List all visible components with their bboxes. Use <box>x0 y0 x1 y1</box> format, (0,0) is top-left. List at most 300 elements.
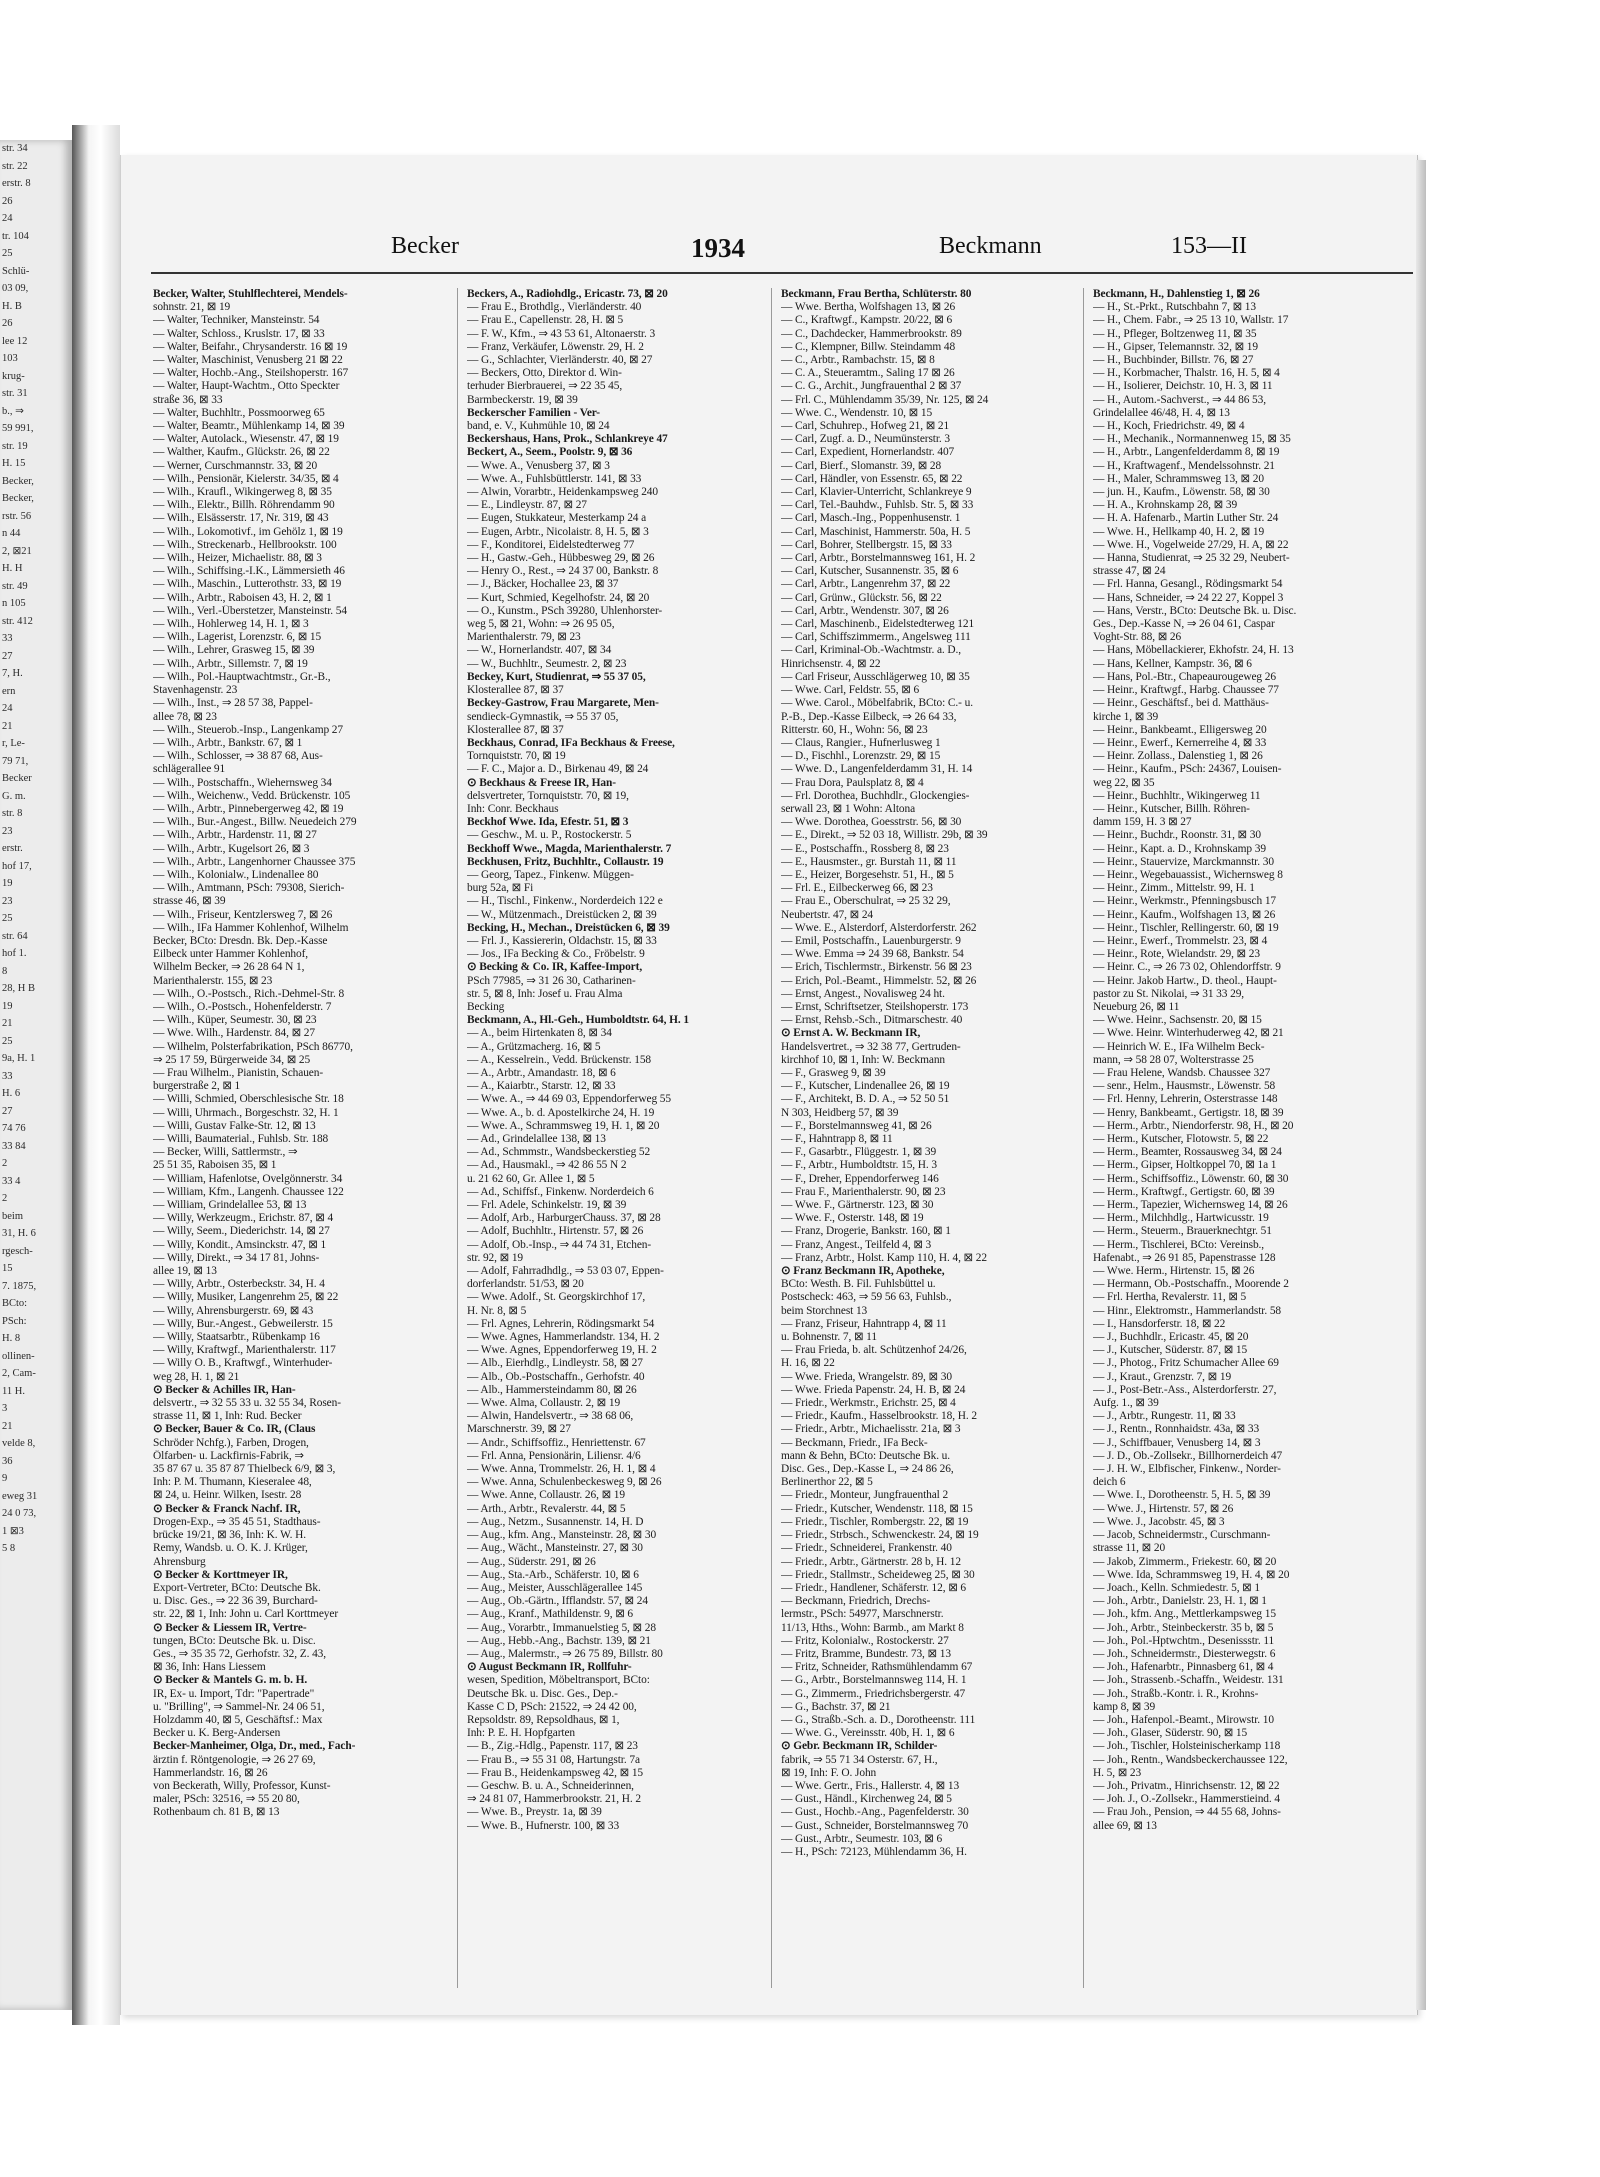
left-page-fragment: 25 <box>2 1035 13 1047</box>
directory-entry-line: — Alb., Ob.-Postschaffn., Gerhofstr. 40 <box>467 1370 645 1383</box>
directory-entry-line: Tornquiststr. 70, ⊠ 19 <box>467 750 566 763</box>
directory-entry-line: Ritterstr. 60, H., Wohn: 56, ⊠ 23 <box>781 723 928 736</box>
left-page-fragment: erstr. 8 <box>2 178 31 189</box>
directory-entry-line: — Walter, Buchhltr., Possmoorweg 65 <box>153 406 325 419</box>
directory-entry-line: — H. A., Krohnskamp 28, ⊠ 39 <box>1093 499 1238 512</box>
directory-entry-line: str. 5, ⊠ 8, Inh: Josef u. Frau Alma <box>467 987 623 1000</box>
directory-entry-line: Berlinerthor 22, ⊠ 5 <box>781 1476 873 1489</box>
directory-entry-line: — Wwe. E., Alsterdorf, Alsterdorferstr. 262 <box>781 921 977 934</box>
directory-entry-line: — Geschw., M. u. P., Rostockerstr. 5 <box>467 829 632 842</box>
directory-entry-line: — Heinr., Kapt. a. D., Krohnskamp 39 <box>1093 842 1266 855</box>
directory-entry-line: — Wilh., Friseur, Kentzlersweg 7, ⊠ 26 <box>153 908 333 921</box>
directory-entry-line: — Herm., Steuerm., Brauerknechtgr. 51 <box>1093 1225 1272 1238</box>
directory-entry-line: ⇒ 25 17 59, Bürgerweide 34, ⊠ 25 <box>153 1053 311 1066</box>
left-page-fragment: 1 ⊠3 <box>2 1525 24 1537</box>
directory-entry-line: — C., Arbtr., Rambachstr. 15, ⊠ 8 <box>781 354 935 367</box>
directory-entry-line: — Wilh., Bur.-Angest., Billw. Neuedeich 279 <box>153 816 357 829</box>
directory-entry-line: — Georg, Tapez., Finkenw. Müggen- <box>467 868 634 881</box>
directory-entry-line: — Wwe. Adolf., St. Georgskirchhof 17, <box>467 1291 646 1304</box>
directory-entry-line: — Alb., Hammersteindamm 80, ⊠ 26 <box>467 1383 637 1396</box>
directory-entry-line: — Wilh., Lehrer, Grasweg 15, ⊠ 39 <box>153 644 315 657</box>
directory-entry-line: — Henry O., Rest., ⇒ 24 37 00, Bankstr. 8 <box>467 565 659 578</box>
directory-entry-line: — J., Post-Betr.-Ass., Alsterdorferstr. 27, <box>1093 1383 1277 1396</box>
directory-entry-line: — Geschw. B. u. A., Schneiderinnen, <box>467 1779 634 1792</box>
directory-entry-line: — H., Koch, Friedrichstr. 49, ⊠ 4 <box>1093 420 1245 433</box>
directory-entry-line: Hinrichsenstr. 4, ⊠ 22 <box>781 657 881 670</box>
directory-entry-line: — H., Isolierer, Deichstr. 10, H. 3, ⊠ 11 <box>1093 380 1273 393</box>
directory-entry-line: — Heinr., Geschäftsf., bei d. Matthäus- <box>1093 697 1269 710</box>
directory-entry-line: — Willy O. B., Kraftwgf., Winterhuder- <box>153 1357 333 1370</box>
directory-entry-line: delsvertreter, Tornquiststr. 70, ⊠ 19, <box>467 789 629 802</box>
directory-entry-line: Remy, Wandsb. u. O. K. J. Krüger, <box>153 1542 308 1555</box>
directory-entry-line: terhuder Bierbrauerei, ⇒ 22 35 45, <box>467 380 623 393</box>
directory-entry-line: — Wwe. Anna, Trommelstr. 26, H. 1, ⊠ 4 <box>467 1463 656 1476</box>
left-page-fragment: 33 <box>2 633 13 644</box>
directory-entry-line: — Herm., Milchhdlg., Hartwicusstr. 19 <box>1093 1212 1269 1225</box>
directory-entry-line: — Beckmann, Friedrich, Drechs- <box>781 1595 931 1608</box>
directory-entry-line: — E., Lindleystr. 87, ⊠ 27 <box>467 499 587 512</box>
directory-entry-line: — Aug., Kranf., Mathildenstr. 9, ⊠ 6 <box>467 1608 634 1621</box>
directory-entry-line: — Wwe. Alma, Collaustr. 2, ⊠ 19 <box>467 1397 621 1410</box>
directory-entry-line: — William, Grindelallee 53, ⊠ 13 <box>153 1199 307 1212</box>
directory-entry-line: — Aug., Wächt., Mansteinstr. 27, ⊠ 30 <box>467 1542 643 1555</box>
directory-entry-line: — Wwe. Agnes, Eppendorferweg 19, H. 2 <box>467 1344 657 1357</box>
directory-entry-line: — Wwe. F., Gärtnerstr. 123, ⊠ 30 <box>781 1199 934 1212</box>
left-page-fragment: beim <box>2 1210 23 1222</box>
directory-entry-line: Klosterallee 87, ⊠ 37 <box>467 723 564 736</box>
left-page-fragment: ern <box>2 685 16 697</box>
directory-entry-line: — Herm., Beamter, Rossausweg 34, ⊠ 24 <box>1093 1146 1282 1159</box>
directory-entry-line: strasse 46, ⊠ 39 <box>153 895 226 908</box>
directory-entry-line: von Beckerath, Willy, Professor, Kunst- <box>153 1779 331 1792</box>
directory-entry-line: Beckhaus, Conrad, IFa Beckhaus & Freese, <box>467 736 675 749</box>
directory-entry-line: — Wwe. B., Hufnerstr. 100, ⊠ 33 <box>467 1819 620 1832</box>
directory-entry-line: — Adolf, Buchhltr., Hirtenstr. 57, ⊠ 26 <box>467 1225 644 1238</box>
directory-entry-line: Becking <box>467 1000 505 1013</box>
directory-entry-line: — Walter, Schloss., Kruslstr. 17, ⊠ 33 <box>153 327 325 340</box>
left-page-fragment: 11 H. <box>2 1385 25 1397</box>
left-page-fragment: 27 <box>2 1105 13 1117</box>
directory-entry-line: 35 87 67 u. 35 87 87 Thielbeck 6/9, ⊠ 3, <box>153 1463 336 1476</box>
directory-entry-line: — C., Dachdecker, Hammerbrookstr. 89 <box>781 327 962 340</box>
directory-entry-line: — Joh., Strassenb.-Schaffn., Weidestr. 131 <box>1093 1674 1284 1687</box>
directory-entry-line: mann, ⇒ 58 28 07, Wolterstrasse 25 <box>1093 1053 1254 1066</box>
directory-entry-line: ⊙ Beckhaus & Freese IR, Han- <box>467 776 616 789</box>
directory-entry-line: — Willy, Musiker, Langenrehm 25, ⊠ 22 <box>153 1291 339 1304</box>
directory-entry-line: — Wilh., Arbtr., Kugelsort 26, ⊠ 3 <box>153 842 310 855</box>
left-page-fragment: str. 34 <box>2 143 28 154</box>
directory-entry-line: — Heinr. Jakob Hartw., D. theol., Haupt- <box>1093 974 1277 987</box>
directory-entry-line: — Carl, Arbtr., Langenrehm 37, ⊠ 22 <box>781 578 951 591</box>
directory-entry-line: ⊠ 19, Inh: F. O. John <box>781 1766 877 1779</box>
directory-entry-line: — Wwe. Wilh., Hardenstr. 84, ⊠ 27 <box>153 1027 315 1040</box>
directory-entry-line: — Beckers, Otto, Direktor d. Win- <box>467 367 622 380</box>
left-page-fragment: G. m. <box>2 790 26 802</box>
directory-entry-line: — G., Arbtr., Borstelmannsweg 114, H. 1 <box>781 1674 967 1687</box>
directory-entry-line: — Wilh., Weichenw., Vedd. Brückenstr. 105 <box>153 789 351 802</box>
directory-entry-line: — Wwe. Bertha, Wolfshagen 13, ⊠ 26 <box>781 301 956 314</box>
directory-entry-line: — Joh., Tischler, Holsteinischerkamp 118 <box>1093 1740 1281 1753</box>
directory-entry-line: — Henry, Bankbeamt., Gertigstr. 18, ⊠ 39 <box>1093 1106 1284 1119</box>
directory-entry-line: kirchhof 10, ⊠ 1, Inh: W. Beckmann <box>781 1053 946 1066</box>
directory-entry-line: — Herm., Schiffsoffiz., Löwenstr. 60, ⊠ 30 <box>1093 1172 1289 1185</box>
directory-entry-line: Beckmann, H., Dahlenstieg 1, ⊠ 26 <box>1093 288 1260 300</box>
directory-entry-line: — Becker, Willi, Sattlermstr., ⇒ <box>153 1146 298 1159</box>
header-rule <box>151 272 1413 274</box>
directory-entry-line: ⊠ 24, u. Heinr. Wilken, Isestr. 28 <box>153 1489 302 1502</box>
directory-entry-line: straße 36, ⊠ 33 <box>153 393 223 406</box>
directory-entry-line: — William, Hafenlotse, Ovelgönnerstr. 34 <box>153 1172 343 1185</box>
left-page-fragment: 23 <box>2 895 13 907</box>
directory-entry-line: Becker, BCto: Dresdn. Bk. Dep.-Kasse <box>153 934 328 947</box>
column-divider <box>771 288 772 1988</box>
directory-entry-line: — Aug., kfm. Ang., Mansteinstr. 28, ⊠ 30 <box>467 1529 657 1542</box>
column-2 <box>467 288 757 1988</box>
directory-entry-line: — Wilh., Arbtr., Sillemstr. 7, ⊠ 19 <box>153 657 308 670</box>
directory-entry-line: — Friedr., Arbtr., Michaelisstr. 21a, ⊠ 3 <box>781 1423 961 1436</box>
left-page-fragment: 24 <box>2 213 13 224</box>
directory-entry-line: — A., Kaiarbtr., Starstr. 12, ⊠ 33 <box>467 1080 616 1093</box>
directory-entry-line: Aufg. 1., ⊠ 39 <box>1093 1397 1159 1410</box>
directory-entry-line: — A., Kesselrein., Vedd. Brückenstr. 158 <box>467 1053 652 1066</box>
directory-entry-line: — Joh., Arbtr., Steinbeckerstr. 35 b, ⊠ 5 <box>1093 1621 1274 1634</box>
directory-entry-line: — Jakob, Zimmerm., Friekestr. 60, ⊠ 20 <box>1093 1555 1277 1568</box>
directory-entry-line: P.-B., Dep.-Kasse Eilbeck, ⇒ 26 64 33, <box>781 710 957 723</box>
directory-entry-line: — Heinr., Kutscher, Billh. Röhren- <box>1093 802 1250 815</box>
directory-entry-line: — Carl, Schuhrep., Hofweg 21, ⊠ 21 <box>781 420 950 433</box>
directory-entry-line: — Wilh., Postschaffn., Wiehernsweg 34 <box>153 776 332 789</box>
directory-entry-line: — Friedr., Stallmstr., Scheideweg 25, ⊠ 30 <box>781 1568 975 1581</box>
directory-entry-line: — Wilh., Arbtr., Raboisen 43, H. 2, ⊠ 1 <box>153 591 332 604</box>
left-page-fragment: 03 09, <box>2 283 29 294</box>
directory-entry-line: damm 159, H. 3 ⊠ 27 <box>1093 816 1192 829</box>
directory-entry-line: — Willy, Staatsarbtr., Rübenkamp 16 <box>153 1331 320 1344</box>
directory-entry-line: — Willi, Schmied, Oberschlesische Str. 18 <box>153 1093 344 1106</box>
directory-entry-line: — Wwe. Frieda Papenstr. 24, H. B, ⊠ 24 <box>781 1383 966 1396</box>
header-page-number: 153—II <box>1171 233 1247 259</box>
directory-entry-line: — Joh., Schneidermstr., Diesterwegstr. 6 <box>1093 1647 1276 1660</box>
directory-entry-line: — Ernst, Schriftsetzer, Steilshoperstr. 173 <box>781 1000 969 1013</box>
directory-entry-line: ⊙ Becker, Bauer & Co. IR, (Claus <box>153 1423 316 1436</box>
directory-entry-line: Inh: Conr. Beckhaus <box>467 802 559 815</box>
directory-entry-line: — H., Kraftwagenf., Mendelssohnstr. 21 <box>1093 459 1275 472</box>
directory-entry-line: — Friedr., Tischler, Rombergstr. 22, ⊠ 19 <box>781 1515 969 1528</box>
directory-entry-line: — Gust., Hochb.-Ang., Pagenfelderstr. 30 <box>781 1806 969 1819</box>
left-page-fragment: H. 8 <box>2 1333 21 1344</box>
left-page-fragment: 25 <box>2 913 13 924</box>
directory-entry-line: — Wilh., Verl.-Überstetzer, Mansteinstr. 54 <box>153 604 347 617</box>
left-page-edge <box>0 140 72 2010</box>
directory-entry-line: — Gust., Händl., Kirchenweg 24, ⊠ 5 <box>781 1793 952 1806</box>
directory-entry-line: Disc. Ges., Dep.-Kasse L, ⇒ 24 86 26, <box>781 1463 954 1476</box>
directory-entry-line: allee 78, ⊠ 23 <box>153 710 217 723</box>
directory-entry-line: — Ad., Schiffsf., Finkenw. Norderdeich 6 <box>467 1185 654 1198</box>
directory-entry-line: Becking, H., Mechan., Dreistücken 6, ⊠ 39 <box>467 921 670 934</box>
directory-entry-line: Marienthalerstr. 155, ⊠ 23 <box>153 974 273 987</box>
directory-entry-line: — Jacob, Schneidermstr., Curschmann- <box>1093 1529 1271 1542</box>
directory-entry-line: — Heinr., Kaufm., PSch: 24367, Louisen- <box>1093 763 1282 776</box>
directory-entry-line: Holzdamm 40, ⊠ 5, Geschäftsf.: Max <box>153 1713 323 1726</box>
directory-entry-line: Postscheck: 463, ⇒ 59 56 63, Fuhlsb., <box>781 1291 952 1304</box>
directory-entry-line: — Wwe. Carol., Möbelfabrik, BCto: C.- u. <box>781 697 973 710</box>
directory-entry-line: Beckhof Wwe. Ida, Efestr. 51, ⊠ 3 <box>467 816 629 829</box>
directory-entry-line: Beckerscher Familien - Ver- <box>467 406 601 419</box>
directory-entry-line: — Willy, Ahrensburgerstr. 69, ⊠ 43 <box>153 1304 314 1317</box>
directory-entry-line: — Walter, Beifahr., Chrysanderstr. 16 ⊠ 19 <box>153 340 348 353</box>
directory-entry-line: — Frl. Adele, Schinkelstr. 19, ⊠ 39 <box>467 1199 627 1212</box>
directory-entry-line: — Wilh., Pol.-Hauptwachtmstr., Gr.-B., <box>153 670 331 683</box>
directory-entry-line: — Carl, Maschinenb., Eidelstedterweg 121 <box>781 618 975 631</box>
directory-entry-line: Stavenhagenstr. 23 <box>153 684 238 697</box>
directory-entry-line: — W., Buchhltr., Seumestr. 2, ⊠ 23 <box>467 657 627 670</box>
directory-entry-line: — Hans, Verstr., BCto: Deutsche Bk. u. Disc. <box>1093 604 1297 617</box>
left-page-fragment: 33 84 <box>2 1140 26 1152</box>
directory-entry-line: — Heinr., Bankbeamt., Elligersweg 20 <box>1093 723 1267 736</box>
directory-entry-line: — J., Buchhdlr., Ericastr. 45, ⊠ 20 <box>1093 1331 1249 1344</box>
directory-entry-line: IR, Ex- u. Import, Tdr: "Papertrade" <box>153 1687 315 1700</box>
directory-entry-line: ⊙ Franz Beckmann IR, Apotheke, <box>781 1265 945 1278</box>
left-page-fragment: H. H <box>2 563 23 574</box>
directory-entry-line: — Wwe. Agnes, Hammerlandstr. 134, H. 2 <box>467 1331 660 1344</box>
directory-entry-line: weg 28, H. 1, ⊠ 21 <box>153 1370 240 1383</box>
directory-entry-line: — Walter, Beamtr., Mühlenkamp 14, ⊠ 39 <box>153 420 345 433</box>
directory-entry-line: serwall 23, ⊠ 1 Wohn: Altona <box>781 802 916 815</box>
left-page-fragment: 21 <box>2 1018 13 1029</box>
left-page-fragment: 25 <box>2 248 13 259</box>
directory-entry-line: burg 52a, ⊠ Fi <box>467 882 534 895</box>
directory-entry-line: Deutsche Bk. u. Disc. Ges., Dep.- <box>467 1687 618 1700</box>
directory-entry-line: — H., Buchbinder, Billstr. 76, ⊠ 27 <box>1093 354 1254 367</box>
directory-entry-line: — Carl, Zugf. a. D., Neumünsterstr. 3 <box>781 433 951 446</box>
directory-entry-line: Marienthalerstr. 79, ⊠ 23 <box>467 631 581 644</box>
directory-entry-line: tungen, BCto: Deutsche Bk. u. Disc. <box>153 1634 316 1647</box>
left-page-fragment: 33 4 <box>2 1175 21 1187</box>
directory-entry-line: — Heinr. C., ⇒ 26 73 02, Ohlendorffstr. 9 <box>1093 961 1281 974</box>
directory-entry-line: — Frau E., Oberschulrat, ⇒ 25 32 29, <box>781 895 951 908</box>
directory-entry-line: — Friedr., Arbtr., Gärtnerstr. 28 b, H. 12 <box>781 1555 961 1568</box>
directory-entry-line: — Herm., Arbtr., Niendorferstr. 98, H., ⊠ 20 <box>1093 1119 1294 1132</box>
directory-entry-line: — Willi, Uhrmach., Borgeschstr. 32, H. 1 <box>153 1106 339 1119</box>
directory-entry-line: — Wilh., Küper, Seumestr. 30, ⊠ 23 <box>153 1014 317 1027</box>
directory-entry-line: Grindelallee 46/48, H. 4, ⊠ 13 <box>1093 406 1230 419</box>
directory-entry-line: — Willi, Baumaterial., Fuhlsb. Str. 188 <box>153 1133 329 1145</box>
directory-entry-line: ⊠ 36, Inh: Hans Liessem <box>153 1661 266 1674</box>
directory-entry-line: — Franz, Friseur, Hahntrapp 4, ⊠ 11 <box>781 1317 947 1330</box>
directory-entry-line: — Willy, Bur.-Angest., Gebweilerstr. 15 <box>153 1317 333 1330</box>
directory-entry-line: Klosterallee 87, ⊠ 37 <box>467 684 564 697</box>
directory-entry-line: PSch 77985, ⇒ 31 26 30, Catharinen- <box>467 974 636 987</box>
directory-entry-line: — Carl, Schiffszimmerm., Angelsweg 111 <box>781 631 971 644</box>
directory-entry-line: — Joh., Arbtr., Danielstr. 23, H. 1, ⊠ 1 <box>1093 1595 1267 1608</box>
directory-entry-line: — Wilh., Kraufl., Wikingerweg 8, ⊠ 35 <box>153 486 332 499</box>
directory-entry-line: Drogen-Exp., ⇒ 35 45 51, Stadthaus- <box>153 1515 321 1528</box>
book-gutter <box>72 125 120 2025</box>
directory-entry-line: — Heinr., Ewerf., Kernerreihe 4, ⊠ 33 <box>1093 736 1267 749</box>
directory-entry-line: — Alb., Eierhdlg., Lindleystr. 58, ⊠ 27 <box>467 1357 643 1370</box>
directory-entry-line: — Wwe. Anna, Schulenbeckesweg 9, ⊠ 26 <box>467 1476 662 1489</box>
directory-entry-line: — Frau E., Capellenstr. 28, H. ⊠ 5 <box>467 314 624 327</box>
directory-entry-line: Voght-Str. 88, ⊠ 26 <box>1093 631 1182 644</box>
directory-entry-line: Beckhusen, Fritz, Buchhltr., Collaustr. 19 <box>467 855 664 868</box>
directory-entry-line: — C. A., Steueramtm., Saling 17 ⊠ 26 <box>781 367 955 380</box>
directory-entry-line: — Alwin, Vorarbtr., Heidenkampsweg 240 <box>467 486 658 499</box>
directory-entry-line: — Willy, Kraftwgf., Marienthalerstr. 117 <box>153 1344 336 1357</box>
directory-entry-line: — Wilh., Amtmann, PSch: 79308, Sierich- <box>153 882 345 895</box>
left-page-fragment: str. 31 <box>2 388 28 399</box>
directory-entry-line: — Heinrich W. E., IFa Wilhelm Beck- <box>1093 1040 1265 1053</box>
directory-entry-line: — Wilh., Arbtr., Hardenstr. 11, ⊠ 27 <box>153 829 317 842</box>
directory-entry-line: — Franz, Drogerie, Bankstr. 160, ⊠ 1 <box>781 1225 951 1238</box>
directory-entry-line: — Wwe. Heinr. Winterhuderweg 42, ⊠ 21 <box>1093 1027 1284 1040</box>
directory-entry-line: — Heinr., Rote, Wielandstr. 29, ⊠ 23 <box>1093 948 1260 961</box>
page-right-edge <box>1416 160 1426 2010</box>
directory-entry-line: — Frau Dora, Paulsplatz 8, ⊠ 4 <box>781 776 924 789</box>
directory-entry-line: — G., Straßb.-Sch. a. D., Dorotheenstr. 111 <box>781 1713 976 1726</box>
directory-entry-line: — Wilh., Maschin., Lutterothstr. 33, ⊠ 19 <box>153 578 342 591</box>
directory-entry-line: — Frl. C., Mühlendamm 35/39, Nr. 125, ⊠ 24 <box>781 393 989 406</box>
directory-entry-line: — Hans, Pol.-Btr., Chapeaurougeweg 26 <box>1093 670 1276 683</box>
left-page-fragment: 21 <box>2 1420 13 1432</box>
directory-entry-line: — Wilh., Lagerist, Lorenzstr. 6, ⊠ 15 <box>153 631 322 644</box>
header-last-name: Beckmann <box>939 233 1042 259</box>
directory-entry-line: — Adolf, Fahrradhdlg., ⇒ 53 03 07, Eppen- <box>467 1265 664 1278</box>
directory-entry-line: strasse 11, ⊠ 1, Inh: Rud. Becker <box>153 1410 302 1423</box>
directory-entry-line: — Friedr., Kaufm., Hasselbrookstr. 18, H. 2 <box>781 1410 977 1423</box>
directory-entry-line: — Joh., Privatm., Hinrichsenstr. 12, ⊠ 22 <box>1093 1779 1280 1792</box>
directory-entry-line: pastor zu St. Nikolai, ⇒ 31 33 29, <box>1093 987 1245 1000</box>
directory-entry-line: — Herm., Gipser, Holtkoppel 70, ⊠ 1a 1 <box>1093 1159 1277 1172</box>
directory-entry-line: — Eugen, Arbtr., Nicolaistr. 8, H. 5, ⊠ 3 <box>467 525 649 538</box>
directory-entry-line: — Ernst, Rehsb.-Sch., Ditmarschestr. 40 <box>781 1014 963 1027</box>
directory-entry-line: — Carl, Klavier-Unterricht, Schlankreye 9 <box>781 486 972 499</box>
left-page-fragment: H. 15 <box>2 458 26 469</box>
directory-entry-line: — F., Konditorei, Eidelstedterweg 77 <box>467 538 635 551</box>
left-page-fragment: 28, H B <box>2 983 35 994</box>
left-page-fragment: tr. 104 <box>2 230 29 242</box>
directory-entry-line: Eilbeck unter Hammer Kohlenhof, <box>153 948 309 961</box>
directory-entry-line: — Willy, Direkt., ⇒ 34 17 81, Johns- <box>153 1251 320 1264</box>
directory-entry-line: Becker, Walter, Stuhlflechterei, Mendels- <box>153 288 348 300</box>
directory-entry-line: — Arth., Arbtr., Revalerstr. 44, ⊠ 5 <box>467 1502 626 1515</box>
directory-entry-line: — Wwe. Dorothea, Goesstrstr. 56, ⊠ 30 <box>781 816 962 829</box>
directory-entry-line: brücke 19/21, ⊠ 36, Inh: K. W. H. <box>153 1529 307 1542</box>
directory-entry-line: — Frl. Agnes, Lehrerin, Rödingsmarkt 54 <box>467 1317 655 1330</box>
directory-entry-line: — Herm., Tischlerei, BCto: Vereinsb., <box>1093 1238 1265 1251</box>
directory-entry-line: str. 22, ⊠ 1, Inh: John u. Carl Korttmeyer <box>153 1608 339 1621</box>
directory-entry-line: — Erich, Pol.-Beamt., Himmelstr. 52, ⊠ 26 <box>781 974 977 987</box>
directory-entry-line: — Aug., Hebb.-Ang., Bachstr. 139, ⊠ 21 <box>467 1634 651 1647</box>
directory-entry-line: u. "Brilling", ⇒ Sammel-Nr. 24 06 51, <box>153 1700 325 1713</box>
directory-entry-line: — Frl. Hanna, Gesangl., Rödingsmarkt 54 <box>1093 578 1283 591</box>
left-page-fragment: str. 49 <box>2 580 28 592</box>
directory-entry-line: — Frau Frieda, b. alt. Schützenhof 24/26, <box>781 1344 967 1357</box>
directory-entry-line: wesen, Spedition, Möbeltransport, BCto: <box>467 1674 650 1687</box>
directory-entry-line: — E., Postschaffn., Rossberg 8, ⊠ 23 <box>781 842 949 855</box>
directory-entry-line: — Joach., Kelln. Schmiedestr. 5, ⊠ 1 <box>1093 1581 1260 1594</box>
directory-entry-line: — Carl, Händler, von Essenstr. 65, ⊠ 22 <box>781 472 963 485</box>
directory-entry-line: burgerstraße 2, ⊠ 1 <box>153 1080 241 1093</box>
directory-entry-line: — Wwe. Emma ⇒ 24 39 68, Bankstr. 54 <box>781 948 964 961</box>
directory-entry-line: — Wwe. A., b. d. Apostelkirche 24, H. 19 <box>467 1106 655 1119</box>
directory-entry-line: — H., Tischl., Finkenw., Norderdeich 122 e <box>467 895 663 908</box>
directory-entry-line: — Carl, Masch.-Ing., Poppenhusenstr. 1 <box>781 512 961 525</box>
directory-entry-line: — F., Dreher, Eppendorferweg 146 <box>781 1172 939 1185</box>
column-1 <box>153 288 441 1988</box>
directory-entry-line: — H., Chem. Fabr., ⇒ 25 13 10, Wallstr. 17 <box>1093 314 1289 327</box>
directory-entry-line: H. 16, ⊠ 22 <box>781 1357 835 1370</box>
directory-entry-line: str. 92, ⊠ 19 <box>467 1251 524 1264</box>
directory-entry-line: strasse 11, ⊠ 20 <box>1093 1542 1166 1555</box>
directory-entry-line: — Willy, Werkzeugm., Erichstr. 87, ⊠ 4 <box>153 1212 334 1225</box>
directory-entry-line: — Wilh., Schiffsing.-I.K., Lämmersieth 46 <box>153 565 345 578</box>
directory-entry-line: — Wilh., Kolonialw., Lindenallee 80 <box>153 868 319 881</box>
left-page-fragment: 8 <box>2 965 8 977</box>
directory-entry-line: — J., Schiffbauer, Venusberg 14, ⊠ 3 <box>1093 1436 1261 1449</box>
directory-entry-line: — Wilh., Steuerob.-Insp., Langenkamp 27 <box>153 723 343 736</box>
directory-entry-line: — C. G., Archit., Jungfrauenthal 2 ⊠ 37 <box>781 380 962 393</box>
directory-entry-line: — Wilh., Hohlerweg 14, H. 1, ⊠ 3 <box>153 618 309 631</box>
left-page-fragment: 7, H. <box>2 668 23 679</box>
directory-entry-line: — Fritz, Bramme, Bundestr. 73, ⊠ 13 <box>781 1647 951 1660</box>
directory-entry-line: — F., Architekt, B. D. A., ⇒ 52 50 51 <box>781 1093 950 1106</box>
directory-entry-line: — W., Mützenmach., Dreistücken 2, ⊠ 39 <box>467 908 657 921</box>
directory-entry-line: — Heinr., Stauervize, Marckmannstr. 30 <box>1093 855 1274 868</box>
left-page-fragment: str. 8 <box>2 808 23 819</box>
directory-entry-line: ⊙ Becker & Mantels G. m. b. H. <box>153 1674 308 1687</box>
directory-entry-line: — Aug., Süderstr. 291, ⊠ 26 <box>467 1555 596 1568</box>
directory-entry-line: ärztin f. Röntgenologie, ⇒ 26 27 69, <box>153 1753 316 1766</box>
directory-entry-line: — Hans, Möbellackierer, Ekhofstr. 24, H. 13 <box>1093 644 1294 657</box>
left-page-fragment: velde 8, <box>2 1438 36 1449</box>
directory-entry-line: — Werner, Curschmannstr. 33, ⊠ 20 <box>153 459 318 472</box>
directory-entry-line: — Wwe. A., Schrammsweg 19, H. 1, ⊠ 20 <box>467 1119 660 1132</box>
directory-entry-line: Beckers, A., Radiohdlg., Ericastr. 73, ⊠ 20 <box>467 288 668 300</box>
directory-entry-line: band, e. V., Kuhmühle 10, ⊠ 24 <box>467 420 610 433</box>
directory-entry-line: — Wilh., Elsässerstr. 17, Nr. 319, ⊠ 43 <box>153 512 329 525</box>
directory-entry-line: — Wilh., Arbtr., Pinnebergerweg 42, ⊠ 19 <box>153 802 344 815</box>
directory-entry-line: weg 5, ⊠ 21, Wohn: ⇒ 26 95 05, <box>467 618 615 631</box>
directory-entry-line: u. Bohnenstr. 7, ⊠ 11 <box>781 1331 877 1344</box>
directory-entry-line: beim Storchnest 13 <box>781 1304 868 1317</box>
directory-entry-line: — J., Kraut., Grenzstr. 7, ⊠ 19 <box>1093 1370 1232 1383</box>
directory-entry-line: — Frau F., Marienthalerstr. 90, ⊠ 23 <box>781 1185 946 1198</box>
directory-entry-line: — Heinr., Ewerf., Trommelstr. 23, ⊠ 4 <box>1093 934 1268 947</box>
left-page-fragment: 2 <box>2 1158 8 1169</box>
directory-entry-line: maler, PSch: 32516, ⇒ 55 20 80, <box>153 1793 300 1806</box>
directory-entry-line: ⊙ Becker & Achilles IR, Han- <box>153 1383 296 1396</box>
directory-entry-line: — Joh., Hafenpol.-Beamt., Mirowstr. 10 <box>1093 1713 1274 1726</box>
directory-entry-line: — Wilh., IFa Hammer Kohlenhof, Wilhelm <box>153 921 349 934</box>
directory-entry-line: — Carl, Kriminal-Ob.-Wachtmstr. a. D., <box>781 644 962 657</box>
directory-entry-line: Ges., Dep.-Kasse N, ⇒ 26 04 61, Caspar <box>1093 618 1275 631</box>
left-page-fragment: 9a, H. 1 <box>2 1053 36 1064</box>
directory-entry-line: — F. C., Major a. D., Birkenau 49, ⊠ 24 <box>467 763 649 776</box>
directory-entry-line: — Frl. E., Eilbeckerweg 66, ⊠ 23 <box>781 882 933 895</box>
directory-entry-line: delsvertr., ⇒ 32 55 33 u. 32 55 34, Rosen- <box>153 1397 341 1410</box>
directory-entry-line: — E., Direkt., ⇒ 52 03 18, Willistr. 29b, ⊠ 39 <box>781 829 988 842</box>
directory-entry-line: — jun. H., Kaufm., Löwenstr. 58, ⊠ 30 <box>1093 486 1270 499</box>
directory-entry-line: — Hermann, Ob.-Postschaffn., Moorende 2 <box>1093 1278 1289 1291</box>
directory-entry-line: — J., Kutscher, Süderstr. 87, ⊠ 15 <box>1093 1344 1248 1357</box>
directory-entry-line: — J., Arbtr., Rungestr. 11, ⊠ 33 <box>1093 1410 1236 1423</box>
directory-page <box>120 155 1417 2015</box>
directory-entry-line: — Adolf, Arb., HarburgerChauss. 37, ⊠ 28 <box>467 1212 661 1225</box>
directory-entry-line: — Wwe. J., Jacobstr. 45, ⊠ 3 <box>1093 1515 1225 1528</box>
left-page-fragment: 15 <box>2 1263 13 1274</box>
directory-entry-line: — Aug., Sta.-Arb., Schäferstr. 10, ⊠ 6 <box>467 1568 639 1581</box>
directory-entry-line: — E., Heizer, Borgesehstr. 51, H., ⊠ 5 <box>781 868 954 881</box>
directory-entry-line: — Frau E., Brothdlg., Vierländerstr. 40 <box>467 301 642 314</box>
